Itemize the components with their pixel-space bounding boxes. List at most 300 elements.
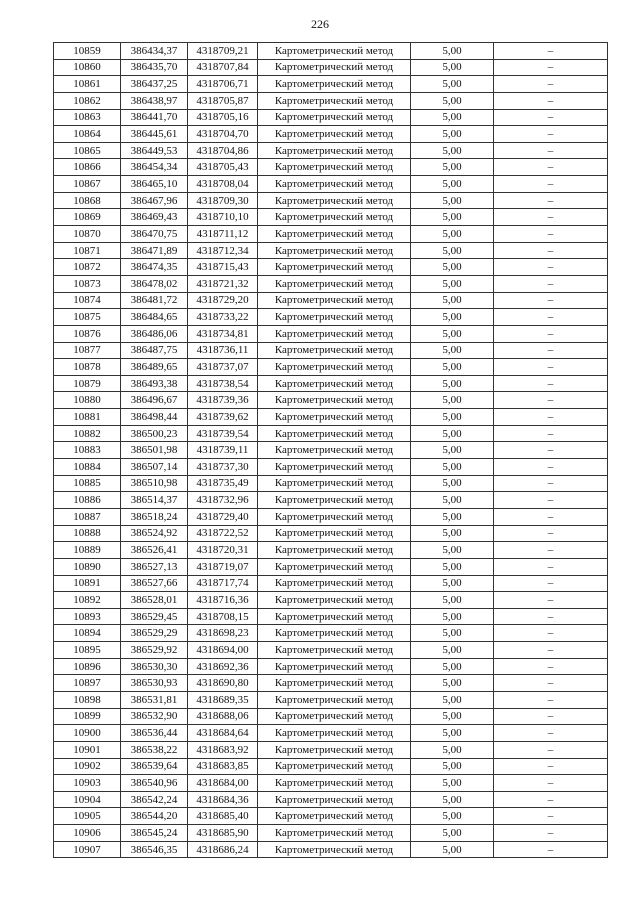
table-row <box>54 791 608 808</box>
method-cell: Картометрический метод <box>258 242 411 259</box>
point-number-cell: 10861 <box>54 76 121 93</box>
x-coordinate-cell: 386526,41 <box>121 542 188 559</box>
method-cell: Картометрический метод <box>258 525 411 542</box>
accuracy-cell: 5,00 <box>411 126 494 143</box>
accuracy-cell: 5,00 <box>411 359 494 376</box>
point-number-cell: 10899 <box>54 708 121 725</box>
point-number-cell: 10874 <box>54 292 121 309</box>
description-cell: – <box>494 209 608 226</box>
description-cell: – <box>494 658 608 675</box>
y-coordinate-cell: 4318739,54 <box>188 425 258 442</box>
x-coordinate-cell: 386471,89 <box>121 242 188 259</box>
point-number-cell: 10869 <box>54 209 121 226</box>
table-row <box>54 741 608 758</box>
table-row <box>54 309 608 326</box>
accuracy-cell: 5,00 <box>411 808 494 825</box>
y-coordinate-cell: 4318704,86 <box>188 142 258 159</box>
description-cell: – <box>494 708 608 725</box>
x-coordinate-cell: 386530,30 <box>121 658 188 675</box>
point-number-cell: 10860 <box>54 59 121 76</box>
method-cell: Картометрический метод <box>258 126 411 143</box>
point-number-cell: 10864 <box>54 126 121 143</box>
method-cell: Картометрический метод <box>258 292 411 309</box>
accuracy-cell: 5,00 <box>411 142 494 159</box>
accuracy-cell: 5,00 <box>411 658 494 675</box>
y-coordinate-cell: 4318707,84 <box>188 59 258 76</box>
method-cell: Картометрический метод <box>258 342 411 359</box>
x-coordinate-cell: 386489,65 <box>121 359 188 376</box>
table-row <box>54 275 608 292</box>
y-coordinate-cell: 4318684,00 <box>188 775 258 792</box>
y-coordinate-cell: 4318717,74 <box>188 575 258 592</box>
accuracy-cell: 5,00 <box>411 43 494 60</box>
table-row <box>54 226 608 243</box>
y-coordinate-cell: 4318709,21 <box>188 43 258 60</box>
method-cell: Картометрический метод <box>258 259 411 276</box>
table-row <box>54 608 608 625</box>
table-row <box>54 109 608 126</box>
table-row <box>54 691 608 708</box>
accuracy-cell: 5,00 <box>411 309 494 326</box>
description-cell: – <box>494 825 608 842</box>
y-coordinate-cell: 4318685,90 <box>188 825 258 842</box>
table-row <box>54 758 608 775</box>
description-cell: – <box>494 275 608 292</box>
point-number-cell: 10894 <box>54 625 121 642</box>
table-row <box>54 592 608 609</box>
point-number-cell: 10875 <box>54 309 121 326</box>
x-coordinate-cell: 386467,96 <box>121 192 188 209</box>
point-number-cell: 10891 <box>54 575 121 592</box>
method-cell: Картометрический метод <box>258 808 411 825</box>
x-coordinate-cell: 386545,24 <box>121 825 188 842</box>
point-number-cell: 10872 <box>54 259 121 276</box>
description-cell: – <box>494 775 608 792</box>
accuracy-cell: 5,00 <box>411 691 494 708</box>
point-number-cell: 10871 <box>54 242 121 259</box>
point-number-cell: 10877 <box>54 342 121 359</box>
accuracy-cell: 5,00 <box>411 558 494 575</box>
y-coordinate-cell: 4318698,23 <box>188 625 258 642</box>
accuracy-cell: 5,00 <box>411 292 494 309</box>
accuracy-cell: 5,00 <box>411 575 494 592</box>
x-coordinate-cell: 386529,92 <box>121 642 188 659</box>
y-coordinate-cell: 4318715,43 <box>188 259 258 276</box>
x-coordinate-cell: 386507,14 <box>121 459 188 476</box>
x-coordinate-cell: 386524,92 <box>121 525 188 542</box>
x-coordinate-cell: 386493,38 <box>121 375 188 392</box>
point-number-cell: 10902 <box>54 758 121 775</box>
y-coordinate-cell: 4318738,54 <box>188 375 258 392</box>
table-row <box>54 725 608 742</box>
description-cell: – <box>494 475 608 492</box>
x-coordinate-cell: 386500,23 <box>121 425 188 442</box>
x-coordinate-cell: 386454,34 <box>121 159 188 176</box>
accuracy-cell: 5,00 <box>411 475 494 492</box>
point-number-cell: 10863 <box>54 109 121 126</box>
table-row <box>54 558 608 575</box>
x-coordinate-cell: 386510,98 <box>121 475 188 492</box>
method-cell: Картометрический метод <box>258 691 411 708</box>
accuracy-cell: 5,00 <box>411 841 494 858</box>
table-row <box>54 425 608 442</box>
description-cell: – <box>494 259 608 276</box>
accuracy-cell: 5,00 <box>411 675 494 692</box>
point-number-cell: 10859 <box>54 43 121 60</box>
accuracy-cell: 5,00 <box>411 492 494 509</box>
accuracy-cell: 5,00 <box>411 92 494 109</box>
description-cell: – <box>494 625 608 642</box>
table-row <box>54 625 608 642</box>
y-coordinate-cell: 4318684,36 <box>188 791 258 808</box>
x-coordinate-cell: 386441,70 <box>121 109 188 126</box>
method-cell: Картометрический метод <box>258 642 411 659</box>
table-row <box>54 409 608 426</box>
description-cell: – <box>494 292 608 309</box>
y-coordinate-cell: 4318712,34 <box>188 242 258 259</box>
method-cell: Картометрический метод <box>258 608 411 625</box>
y-coordinate-cell: 4318683,85 <box>188 758 258 775</box>
method-cell: Картометрический метод <box>258 142 411 159</box>
x-coordinate-cell: 386530,93 <box>121 675 188 692</box>
method-cell: Картометрический метод <box>258 558 411 575</box>
description-cell: – <box>494 226 608 243</box>
description-cell: – <box>494 425 608 442</box>
x-coordinate-cell: 386496,67 <box>121 392 188 409</box>
table-row <box>54 342 608 359</box>
y-coordinate-cell: 4318708,15 <box>188 608 258 625</box>
y-coordinate-cell: 4318732,96 <box>188 492 258 509</box>
method-cell: Картометрический метод <box>258 675 411 692</box>
point-number-cell: 10888 <box>54 525 121 542</box>
method-cell: Картометрический метод <box>258 409 411 426</box>
y-coordinate-cell: 4318721,32 <box>188 275 258 292</box>
description-cell: – <box>494 642 608 659</box>
y-coordinate-cell: 4318719,07 <box>188 558 258 575</box>
x-coordinate-cell: 386539,64 <box>121 758 188 775</box>
method-cell: Картометрический метод <box>258 425 411 442</box>
accuracy-cell: 5,00 <box>411 442 494 459</box>
table-row <box>54 292 608 309</box>
coordinates-table-body <box>54 43 608 858</box>
method-cell: Картометрический метод <box>258 741 411 758</box>
description-cell: – <box>494 675 608 692</box>
table-row <box>54 59 608 76</box>
y-coordinate-cell: 4318689,35 <box>188 691 258 708</box>
point-number-cell: 10879 <box>54 375 121 392</box>
y-coordinate-cell: 4318729,40 <box>188 508 258 525</box>
table-row <box>54 825 608 842</box>
method-cell: Картометрический метод <box>258 708 411 725</box>
description-cell: – <box>494 176 608 193</box>
method-cell: Картометрический метод <box>258 325 411 342</box>
point-number-cell: 10880 <box>54 392 121 409</box>
y-coordinate-cell: 4318683,92 <box>188 741 258 758</box>
point-number-cell: 10885 <box>54 475 121 492</box>
point-number-cell: 10873 <box>54 275 121 292</box>
accuracy-cell: 5,00 <box>411 608 494 625</box>
method-cell: Картометрический метод <box>258 275 411 292</box>
description-cell: – <box>494 309 608 326</box>
method-cell: Картометрический метод <box>258 825 411 842</box>
y-coordinate-cell: 4318694,00 <box>188 642 258 659</box>
description-cell: – <box>494 109 608 126</box>
method-cell: Картометрический метод <box>258 658 411 675</box>
x-coordinate-cell: 386474,35 <box>121 259 188 276</box>
table-row <box>54 508 608 525</box>
description-cell: – <box>494 375 608 392</box>
x-coordinate-cell: 386531,81 <box>121 691 188 708</box>
point-number-cell: 10862 <box>54 92 121 109</box>
x-coordinate-cell: 386546,35 <box>121 841 188 858</box>
x-coordinate-cell: 386528,01 <box>121 592 188 609</box>
accuracy-cell: 5,00 <box>411 259 494 276</box>
accuracy-cell: 5,00 <box>411 209 494 226</box>
x-coordinate-cell: 386481,72 <box>121 292 188 309</box>
point-number-cell: 10895 <box>54 642 121 659</box>
description-cell: – <box>494 442 608 459</box>
method-cell: Картометрический метод <box>258 375 411 392</box>
x-coordinate-cell: 386498,44 <box>121 409 188 426</box>
point-number-cell: 10865 <box>54 142 121 159</box>
y-coordinate-cell: 4318685,40 <box>188 808 258 825</box>
table-row <box>54 259 608 276</box>
point-number-cell: 10876 <box>54 325 121 342</box>
x-coordinate-cell: 386445,61 <box>121 126 188 143</box>
description-cell: – <box>494 492 608 509</box>
x-coordinate-cell: 386544,20 <box>121 808 188 825</box>
method-cell: Картометрический метод <box>258 226 411 243</box>
accuracy-cell: 5,00 <box>411 708 494 725</box>
accuracy-cell: 5,00 <box>411 758 494 775</box>
description-cell: – <box>494 409 608 426</box>
point-number-cell: 10890 <box>54 558 121 575</box>
accuracy-cell: 5,00 <box>411 109 494 126</box>
y-coordinate-cell: 4318688,06 <box>188 708 258 725</box>
y-coordinate-cell: 4318684,64 <box>188 725 258 742</box>
y-coordinate-cell: 4318720,31 <box>188 542 258 559</box>
table-row <box>54 442 608 459</box>
accuracy-cell: 5,00 <box>411 409 494 426</box>
y-coordinate-cell: 4318737,07 <box>188 359 258 376</box>
y-coordinate-cell: 4318716,36 <box>188 592 258 609</box>
table-row <box>54 492 608 509</box>
point-number-cell: 10903 <box>54 775 121 792</box>
accuracy-cell: 5,00 <box>411 592 494 609</box>
accuracy-cell: 5,00 <box>411 825 494 842</box>
description-cell: – <box>494 725 608 742</box>
table-row <box>54 392 608 409</box>
description-cell: – <box>494 542 608 559</box>
table-row <box>54 192 608 209</box>
point-number-cell: 10906 <box>54 825 121 842</box>
description-cell: – <box>494 508 608 525</box>
table-row <box>54 176 608 193</box>
y-coordinate-cell: 4318735,49 <box>188 475 258 492</box>
y-coordinate-cell: 4318711,12 <box>188 226 258 243</box>
table-row <box>54 375 608 392</box>
method-cell: Картометрический метод <box>258 725 411 742</box>
table-row <box>54 841 608 858</box>
y-coordinate-cell: 4318706,71 <box>188 76 258 93</box>
y-coordinate-cell: 4318690,80 <box>188 675 258 692</box>
accuracy-cell: 5,00 <box>411 275 494 292</box>
y-coordinate-cell: 4318734,81 <box>188 325 258 342</box>
point-number-cell: 10870 <box>54 226 121 243</box>
x-coordinate-cell: 386527,66 <box>121 575 188 592</box>
y-coordinate-cell: 4318729,20 <box>188 292 258 309</box>
x-coordinate-cell: 386527,13 <box>121 558 188 575</box>
accuracy-cell: 5,00 <box>411 192 494 209</box>
description-cell: – <box>494 741 608 758</box>
method-cell: Картометрический метод <box>258 159 411 176</box>
method-cell: Картометрический метод <box>258 625 411 642</box>
x-coordinate-cell: 386540,96 <box>121 775 188 792</box>
accuracy-cell: 5,00 <box>411 642 494 659</box>
table-row <box>54 43 608 60</box>
table-row <box>54 575 608 592</box>
method-cell: Картометрический метод <box>258 359 411 376</box>
table-row <box>54 475 608 492</box>
table-row <box>54 92 608 109</box>
table-row <box>54 808 608 825</box>
method-cell: Картометрический метод <box>258 59 411 76</box>
y-coordinate-cell: 4318692,36 <box>188 658 258 675</box>
x-coordinate-cell: 386478,02 <box>121 275 188 292</box>
method-cell: Картометрический метод <box>258 392 411 409</box>
method-cell: Картометрический метод <box>258 309 411 326</box>
table-row <box>54 126 608 143</box>
table-row <box>54 658 608 675</box>
description-cell: – <box>494 592 608 609</box>
method-cell: Картометрический метод <box>258 775 411 792</box>
table-row <box>54 525 608 542</box>
x-coordinate-cell: 386465,10 <box>121 176 188 193</box>
page-number: 226 <box>311 17 329 31</box>
accuracy-cell: 5,00 <box>411 625 494 642</box>
description-cell: – <box>494 325 608 342</box>
accuracy-cell: 5,00 <box>411 325 494 342</box>
y-coordinate-cell: 4318709,30 <box>188 192 258 209</box>
accuracy-cell: 5,00 <box>411 342 494 359</box>
point-number-cell: 10889 <box>54 542 121 559</box>
description-cell: – <box>494 459 608 476</box>
point-number-cell: 10907 <box>54 841 121 858</box>
point-number-cell: 10868 <box>54 192 121 209</box>
description-cell: – <box>494 59 608 76</box>
x-coordinate-cell: 386435,70 <box>121 59 188 76</box>
method-cell: Картометрический метод <box>258 43 411 60</box>
y-coordinate-cell: 4318708,04 <box>188 176 258 193</box>
x-coordinate-cell: 386484,65 <box>121 309 188 326</box>
point-number-cell: 10881 <box>54 409 121 426</box>
accuracy-cell: 5,00 <box>411 741 494 758</box>
y-coordinate-cell: 4318739,36 <box>188 392 258 409</box>
y-coordinate-cell: 4318686,24 <box>188 841 258 858</box>
x-coordinate-cell: 386529,29 <box>121 625 188 642</box>
table-row <box>54 325 608 342</box>
method-cell: Картометрический метод <box>258 459 411 476</box>
point-number-cell: 10897 <box>54 675 121 692</box>
point-number-cell: 10898 <box>54 691 121 708</box>
method-cell: Картометрический метод <box>258 92 411 109</box>
description-cell: – <box>494 242 608 259</box>
point-number-cell: 10893 <box>54 608 121 625</box>
method-cell: Картометрический метод <box>258 109 411 126</box>
point-number-cell: 10892 <box>54 592 121 609</box>
point-number-cell: 10878 <box>54 359 121 376</box>
method-cell: Картометрический метод <box>258 475 411 492</box>
accuracy-cell: 5,00 <box>411 159 494 176</box>
method-cell: Картометрический метод <box>258 592 411 609</box>
method-cell: Картометрический метод <box>258 76 411 93</box>
table-row <box>54 459 608 476</box>
y-coordinate-cell: 4318710,10 <box>188 209 258 226</box>
x-coordinate-cell: 386487,75 <box>121 342 188 359</box>
x-coordinate-cell: 386438,97 <box>121 92 188 109</box>
description-cell: – <box>494 841 608 858</box>
x-coordinate-cell: 386486,06 <box>121 325 188 342</box>
x-coordinate-cell: 386437,25 <box>121 76 188 93</box>
y-coordinate-cell: 4318733,22 <box>188 309 258 326</box>
x-coordinate-cell: 386434,37 <box>121 43 188 60</box>
method-cell: Картометрический метод <box>258 791 411 808</box>
description-cell: – <box>494 126 608 143</box>
description-cell: – <box>494 76 608 93</box>
method-cell: Картометрический метод <box>258 542 411 559</box>
description-cell: – <box>494 159 608 176</box>
y-coordinate-cell: 4318739,62 <box>188 409 258 426</box>
accuracy-cell: 5,00 <box>411 791 494 808</box>
description-cell: – <box>494 342 608 359</box>
accuracy-cell: 5,00 <box>411 226 494 243</box>
description-cell: – <box>494 791 608 808</box>
table-row <box>54 359 608 376</box>
description-cell: – <box>494 359 608 376</box>
description-cell: – <box>494 525 608 542</box>
point-number-cell: 10887 <box>54 508 121 525</box>
method-cell: Картометрический метод <box>258 192 411 209</box>
table-row <box>54 775 608 792</box>
x-coordinate-cell: 386532,90 <box>121 708 188 725</box>
x-coordinate-cell: 386501,98 <box>121 442 188 459</box>
point-number-cell: 10901 <box>54 741 121 758</box>
table-row <box>54 542 608 559</box>
table-row <box>54 675 608 692</box>
accuracy-cell: 5,00 <box>411 508 494 525</box>
y-coordinate-cell: 4318704,70 <box>188 126 258 143</box>
y-coordinate-cell: 4318705,16 <box>188 109 258 126</box>
description-cell: – <box>494 392 608 409</box>
accuracy-cell: 5,00 <box>411 525 494 542</box>
y-coordinate-cell: 4318739,11 <box>188 442 258 459</box>
point-number-cell: 10867 <box>54 176 121 193</box>
point-number-cell: 10886 <box>54 492 121 509</box>
x-coordinate-cell: 386542,24 <box>121 791 188 808</box>
x-coordinate-cell: 386514,37 <box>121 492 188 509</box>
x-coordinate-cell: 386518,24 <box>121 508 188 525</box>
table-row <box>54 209 608 226</box>
description-cell: – <box>494 691 608 708</box>
coordinates-table <box>53 42 608 858</box>
description-cell: – <box>494 808 608 825</box>
description-cell: – <box>494 575 608 592</box>
point-number-cell: 10904 <box>54 791 121 808</box>
point-number-cell: 10905 <box>54 808 121 825</box>
accuracy-cell: 5,00 <box>411 375 494 392</box>
method-cell: Картометрический метод <box>258 841 411 858</box>
y-coordinate-cell: 4318705,87 <box>188 92 258 109</box>
